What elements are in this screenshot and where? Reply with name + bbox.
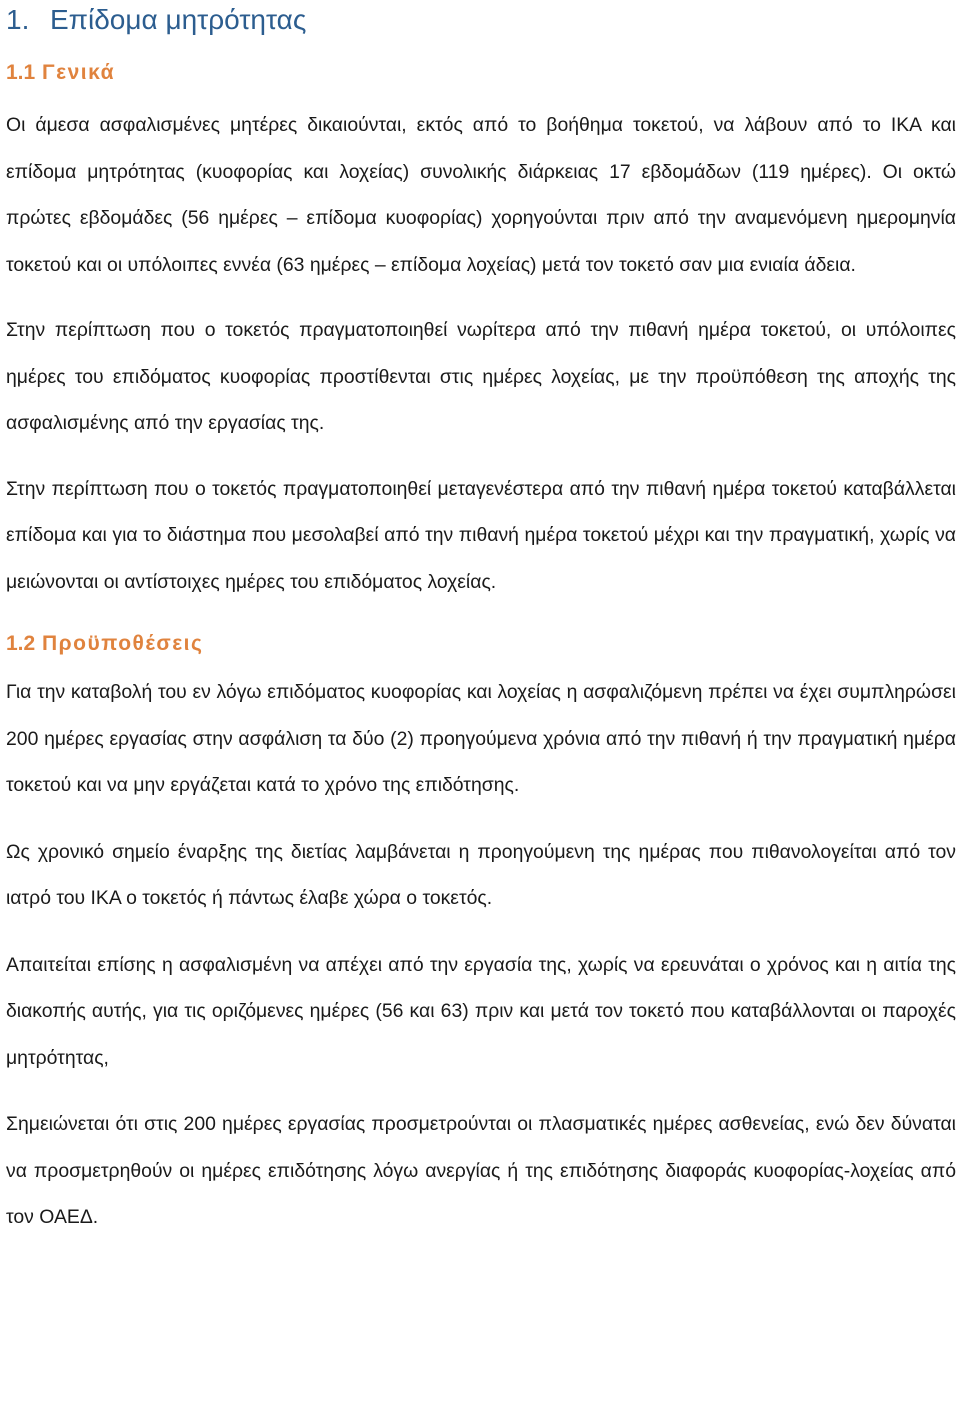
section-number: 1.1 [6,61,36,84]
paragraph: Οι άμεσα ασφαλισμένες μητέρες δικαιούνται, εκτός από το βοήθημα τοκετού, να λάβουν από το ΙΚΑ και επίδομα μητρότητας (κυοφορίας και λοχείας) συνολικής διάρκειας 17 εβδομάδων (119 ημέρες). Οι οκτώ πρώτες εβδομάδες (56 ημέρες – επίδομα κυοφορίας) χορηγούνται πριν από την αναμενόμενη ημερομηνία τοκετού και οι υπόλοιπες εννέα (63 ημέρες – επίδομα λοχείας) μετά τον τοκετό σαν μια ενιαία άδεια. [6,114,956,276]
section-heading-conditions [6,629,956,669]
section-title: Γενικά [42,61,116,84]
paragraph: Ως χρονικό σημείο έναρξης της διετίας λαμβάνεται η προηγούμενη της ημέρας που πιθανολογείται από τον ιατρό του ΙΚΑ ο τοκετός ή πάντως έλαβε χώρα ο τοκετός. [6,840,956,909]
document-page [6,0,956,1241]
paragraph: Για την καταβολή του εν λόγω επιδόματος κυοφορίας και λοχείας η ασφαλιζόμενη πρέπει να έχει συμπληρώσει 200 ημέρες εργασίας στην ασφάλιση τα δύο (2) προηγούμενα χρόνια από την πιθανή ή την πραγματική ημέρα τοκετού και να μην εργάζεται κατά το χρόνο της επιδότησης. [6,681,956,796]
section-title: Προϋποθέσεις [42,632,204,655]
paragraph: Απαιτείται επίσης η ασφαλισμένη να απέχει από την εργασία της, χωρίς να ερευνάται ο χρόνος και η αιτία της διακοπής αυτής, για τις οριζόμενες ημέρες (56 και 63) πριν και μετά τον τοκετό που καταβάλλονται οι παροχές μητρότητας, [6,953,956,1069]
section-number: 1.2 [6,632,36,655]
paragraph: Στην περίπτωση που ο τοκετός πραγματοποιηθεί μεταγενέστερα από την πιθανή ημέρα τοκετού καταβάλλεται επίδομα και για το διάστημα που μεσολαβεί από την πιθανή ημέρα τοκετού μέχρι και την πραγματική, χωρίς να μειώνονται οι αντίστοιχες ημέρες του επιδόματος λοχείας. [6,477,956,593]
heading-text: Επίδομα μητρότητας [50,4,307,35]
section-heading-general [6,58,956,102]
heading-number: 1. [6,4,30,35]
paragraph: Στην περίπτωση που ο τοκετός πραγματοποιηθεί νωρίτερα από την πιθανή ημέρα τοκετού, οι υπόλοιπες ημέρες του επιδόματος κυοφορίας προστίθενται στις ημέρες λοχείας, με την προϋπόθεση της αποχής της ασφαλισμένης από την εργασίας της. [6,319,956,434]
paragraph: Σημειώνεται ότι στις 200 ημέρες εργασίας προσμετρούνται οι πλασματικές ημέρες ασθενείας, ενώ δεν δύναται να προσμετρηθούν οι ημέρες επιδότησης λόγω ανεργίας ή της επιδότησης διαφοράς κυοφορίας-λοχείας από τον ΟΑΕΔ. [6,1113,956,1228]
page-title [6,0,956,44]
